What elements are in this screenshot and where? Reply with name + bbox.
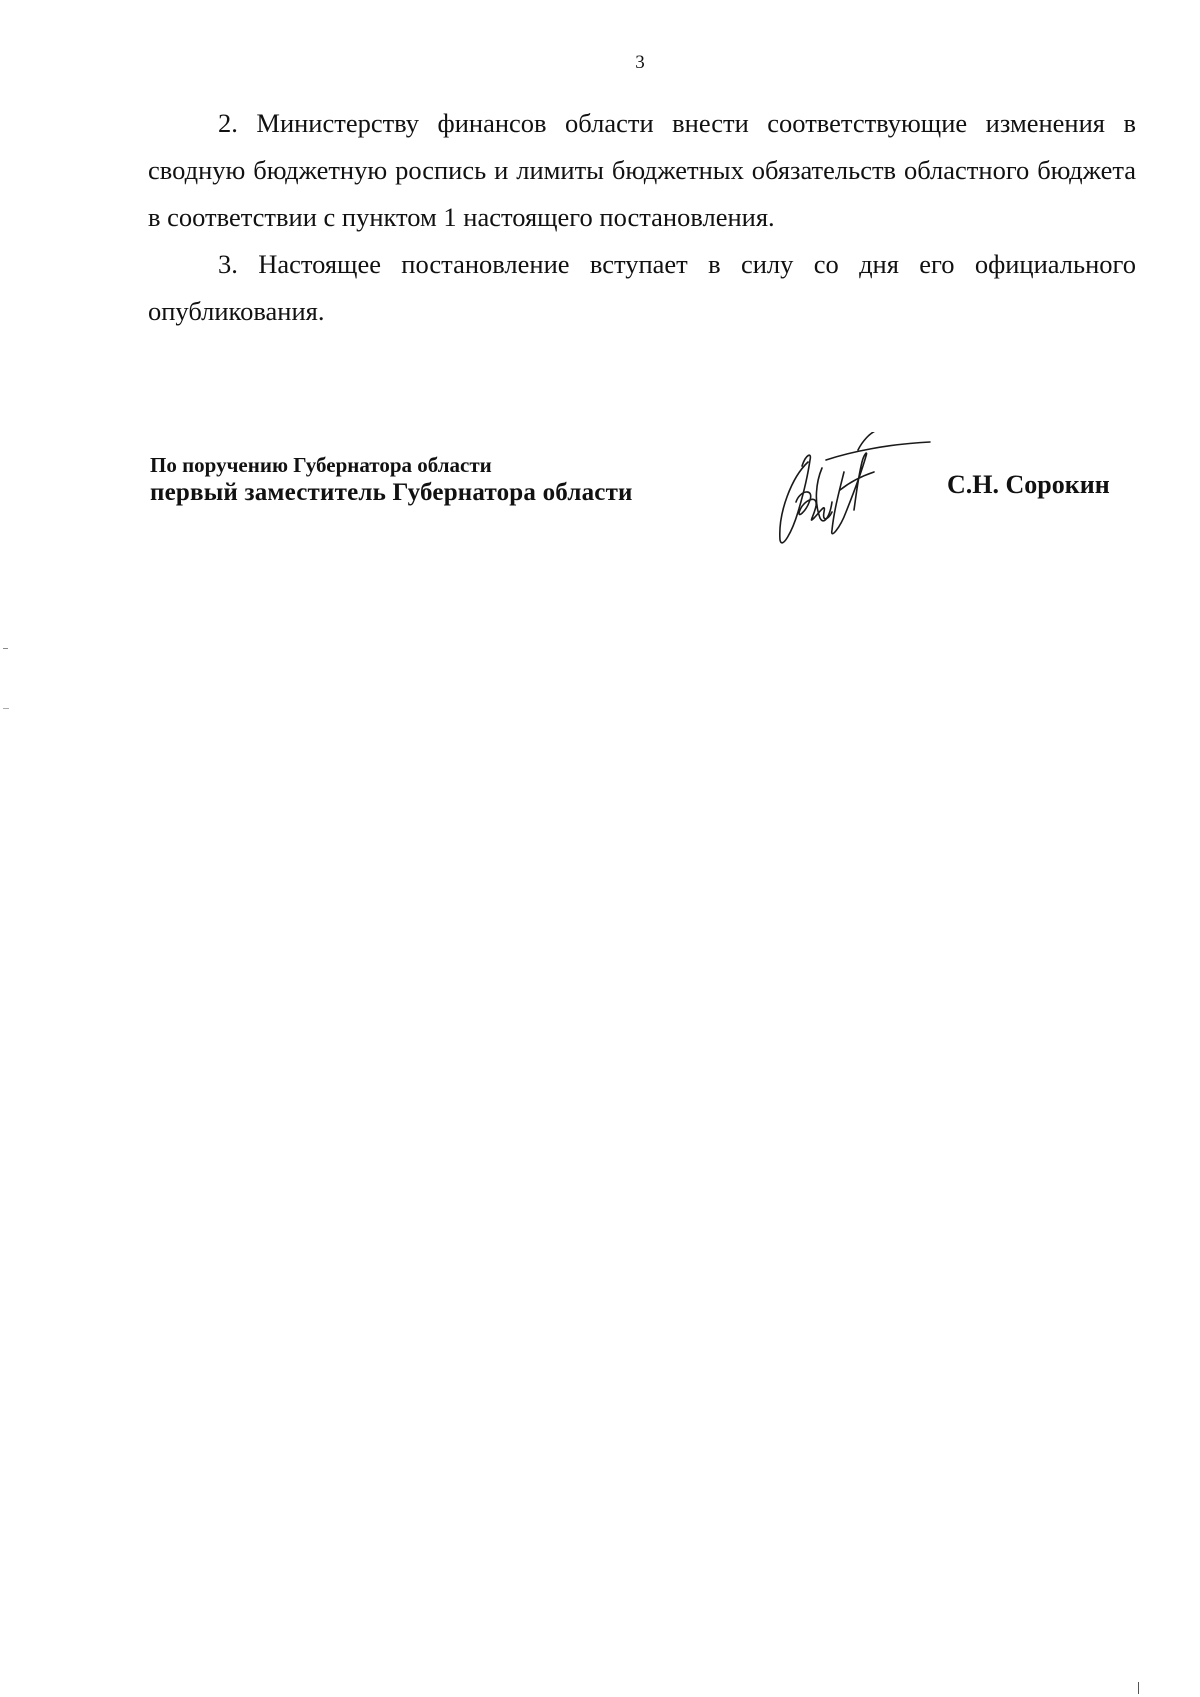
signature-block	[150, 452, 633, 508]
handwritten-signature	[770, 432, 950, 547]
signer-name: С.Н. Сорокин	[947, 470, 1110, 499]
page-number: 3	[635, 52, 645, 73]
scan-artifact	[1138, 1682, 1139, 1694]
document-body	[148, 100, 1136, 335]
scan-artifact	[3, 648, 8, 649]
paragraph-3: 3. Настоящее постановление вступает в силу со дня его официального опубликования.	[148, 249, 1136, 326]
position-line: первый заместитель Губернатора области	[150, 479, 633, 506]
scan-artifact	[3, 708, 9, 709]
paragraph-2: 2. Министерству финансов области внести соответствующие изменения в сводную бюджетную роспись и лимиты бюджетных обязательств областного бюджета в соответствии с пунктом 1 настоящего постановления.	[148, 108, 1136, 232]
authority-line: По поручению Губернатора области	[150, 453, 492, 477]
